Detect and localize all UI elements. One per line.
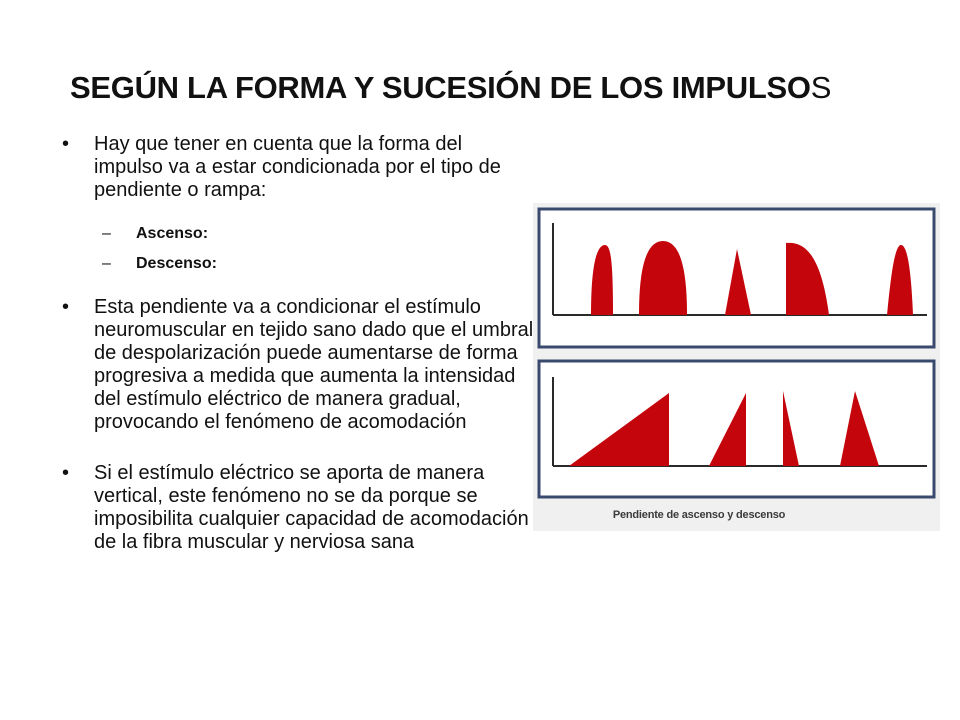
bullet-marker: •	[62, 133, 70, 155]
subitem-ascenso	[62, 224, 534, 244]
subitem-descenso	[62, 254, 534, 274]
pulse-slope-figure	[533, 203, 940, 531]
pulse-slope-illustration	[533, 203, 940, 531]
slide-title	[70, 70, 930, 106]
slide-title-main: SEGÚN LA FORMA Y SUCESIÓN DE LOS IMPULSO	[70, 70, 811, 105]
slide-title-last-letter: S	[810, 70, 832, 105]
figure-caption: Pendiente de ascenso y descenso	[612, 509, 786, 521]
bullet-text: Esta pendiente va a condicionar el estímulo neuromuscular en tejido sano dado que el umbral de despolarización puede aumentarse de forma progresiva a medida que aumenta la intensidad del estímulo eléctrico de manera gradual, provocando el fenómeno de acomodación	[94, 296, 534, 433]
bullet-marker: •	[62, 462, 70, 484]
bullet-item-vertical-stimulus	[62, 462, 534, 554]
bullet-text: Hay que tener en cuenta que la forma del impulso va a estar condicionada por el tipo de pendiente o rampa:	[94, 133, 501, 201]
subitem-marker: –	[102, 255, 111, 272]
bullet-item-accommodation	[62, 296, 534, 434]
bullet-marker: •	[62, 296, 70, 318]
subitem-text: Ascenso:	[136, 225, 209, 242]
bullet-item-shape-condition	[62, 133, 534, 202]
bullet-text: Si el estímulo eléctrico se aporta de manera vertical, este fenómeno no se da porque se imposibilita cualquier capacidad de acomodación de la fibra muscular y nerviosa sana	[94, 462, 529, 553]
bullet-list	[62, 133, 534, 554]
subitem-text: Descenso:	[136, 255, 217, 272]
subitem-marker: –	[102, 225, 111, 242]
